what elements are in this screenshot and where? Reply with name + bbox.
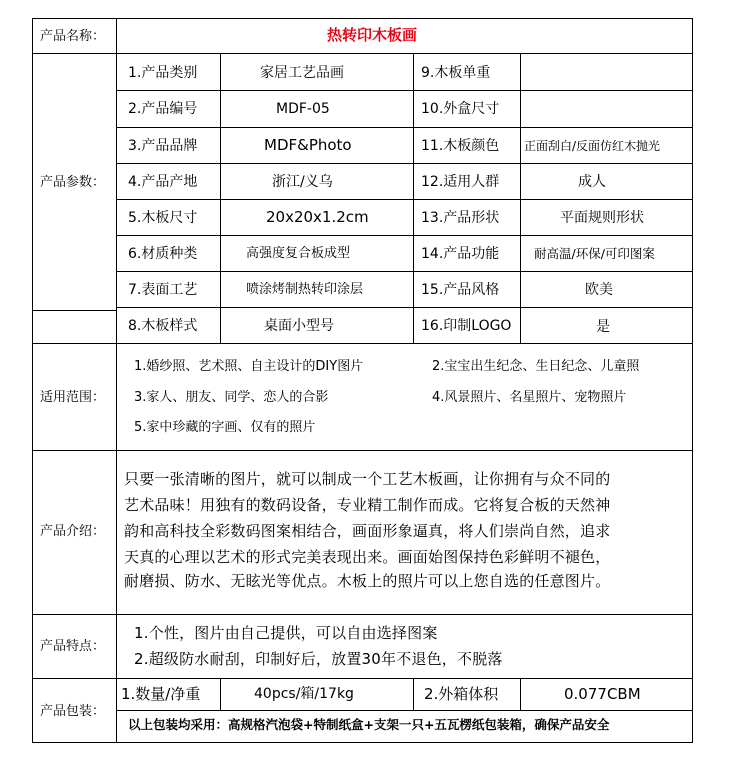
param-key: 8.木板样式 bbox=[128, 318, 198, 334]
param-value: 高强度复合板成型 bbox=[246, 246, 351, 261]
features-label: 产品特点： bbox=[40, 639, 106, 654]
grid-line bbox=[220, 678, 221, 710]
param-key: 13.产品形状 bbox=[421, 210, 500, 226]
param-value: MDF-05 bbox=[276, 101, 330, 117]
grid-line bbox=[32, 614, 693, 615]
usage-item: 4.风景照片、名星照片、宠物照片 bbox=[432, 390, 627, 405]
packaging-label: 产品包装： bbox=[40, 704, 106, 719]
feature-item: 1.个性，图片由自己提供，可以自由选择图案 bbox=[134, 624, 438, 642]
param-value: 桌面小型号 bbox=[264, 318, 334, 334]
intro-line: 艺术品味！用独有的数码设备，专业精工制作而成。它将复合板的天然神 bbox=[124, 496, 611, 514]
grid-line bbox=[413, 53, 414, 343]
param-value: MDF&Photo bbox=[264, 136, 352, 154]
param-key: 16.印制LOGO bbox=[421, 318, 512, 334]
param-key: 10.外盒尺寸 bbox=[421, 101, 500, 117]
intro-label: 产品介绍： bbox=[40, 524, 106, 539]
param-key: 9.木板单重 bbox=[421, 65, 491, 81]
param-key: 5.木板尺寸 bbox=[128, 210, 198, 226]
param-value: 喷涂烤制热转印涂层 bbox=[246, 282, 364, 297]
param-value: 成人 bbox=[578, 174, 606, 190]
grid-line bbox=[520, 53, 521, 343]
grid-line bbox=[520, 678, 521, 710]
grid-line bbox=[116, 199, 693, 200]
param-value: 是 bbox=[596, 319, 610, 335]
param-value: 平面规则形状 bbox=[560, 210, 644, 226]
packaging-note: 以上包装均采用：高规格汽泡袋+特制纸盒+支架一只+五瓦楞纸包装箱，确保产品安全 bbox=[128, 717, 610, 732]
grid-line bbox=[32, 310, 116, 311]
param-value: 欧美 bbox=[585, 282, 613, 298]
grid-line bbox=[116, 127, 693, 128]
param-value: 浙江/义乌 bbox=[272, 174, 333, 190]
param-key: 14.产品功能 bbox=[421, 246, 500, 262]
grid-line bbox=[116, 235, 693, 236]
packaging-vol-value: 0.077CBM bbox=[564, 685, 641, 703]
grid-line bbox=[32, 53, 693, 54]
grid-line bbox=[116, 307, 693, 308]
grid-line bbox=[32, 343, 693, 344]
param-key: 12.适用人群 bbox=[421, 174, 500, 190]
param-key: 1.产品类别 bbox=[128, 65, 198, 81]
param-value: 耐高温/环保/可印图案 bbox=[534, 246, 655, 261]
intro-line: 韵和高科技全彩数码图案相结合，画面形象逼真，将人们崇尚自然，追求 bbox=[124, 522, 611, 540]
param-key: 2.产品编号 bbox=[128, 101, 198, 117]
intro-line: 耐磨损、防水、无眩光等优点。木板上的照片可以上您自选的任意图片。 bbox=[124, 572, 611, 590]
param-key: 4.产品产地 bbox=[128, 174, 198, 190]
packaging-qty-value: 40pcs/箱/17kg bbox=[254, 686, 354, 702]
packaging-qty-label: 1.数量/净重 bbox=[121, 685, 201, 703]
grid-line bbox=[116, 163, 693, 164]
grid-line bbox=[116, 710, 693, 711]
feature-item: 2.超级防水耐刮，印制好后，放置30年不退色，不脱落 bbox=[134, 650, 503, 668]
grid-line bbox=[116, 271, 693, 272]
param-key: 3.产品品牌 bbox=[128, 138, 198, 154]
grid-line bbox=[692, 18, 693, 743]
usage-label: 适用范围： bbox=[40, 390, 106, 405]
param-value: 正面刮白/反面仿红木抛光 bbox=[524, 139, 661, 153]
grid-line bbox=[32, 18, 693, 19]
grid-line bbox=[32, 678, 693, 679]
grid-line bbox=[413, 678, 414, 710]
param-value: 家居工艺品画 bbox=[260, 65, 344, 81]
usage-item: 1.婚纱照、艺术照、自主设计的DIY图片 bbox=[134, 359, 364, 374]
grid-line bbox=[116, 18, 117, 743]
intro-line: 天真的心理以艺术的形式完美表现出来。画面始图保持色彩鲜明不褪色， bbox=[124, 548, 611, 566]
param-value: 20x20x1.2cm bbox=[266, 208, 369, 226]
params-label: 产品参数： bbox=[40, 175, 106, 190]
product-name-label: 产品名称： bbox=[40, 29, 106, 44]
grid-line bbox=[32, 450, 693, 451]
usage-item: 5.家中珍藏的字画、仅有的照片 bbox=[134, 420, 316, 435]
usage-item: 2.宝宝出生纪念、生日纪念、儿童照 bbox=[432, 359, 640, 374]
param-key: 15.产品风格 bbox=[421, 282, 500, 298]
intro-line: 只要一张清晰的图片，就可以制成一个工艺木板画，让你拥有与众不同的 bbox=[124, 470, 611, 488]
grid-line bbox=[220, 53, 221, 343]
param-key: 6.材质种类 bbox=[128, 246, 198, 262]
param-key: 11.木板颜色 bbox=[421, 138, 500, 154]
grid-line bbox=[116, 90, 693, 91]
grid-line bbox=[32, 742, 693, 743]
product-title: 热转印木板画 bbox=[327, 26, 418, 44]
grid-line bbox=[32, 18, 33, 743]
param-key: 7.表面工艺 bbox=[128, 282, 198, 298]
packaging-vol-label: 2.外箱体积 bbox=[424, 685, 499, 703]
usage-item: 3.家人、朋友、同学、恋人的合影 bbox=[134, 390, 329, 405]
